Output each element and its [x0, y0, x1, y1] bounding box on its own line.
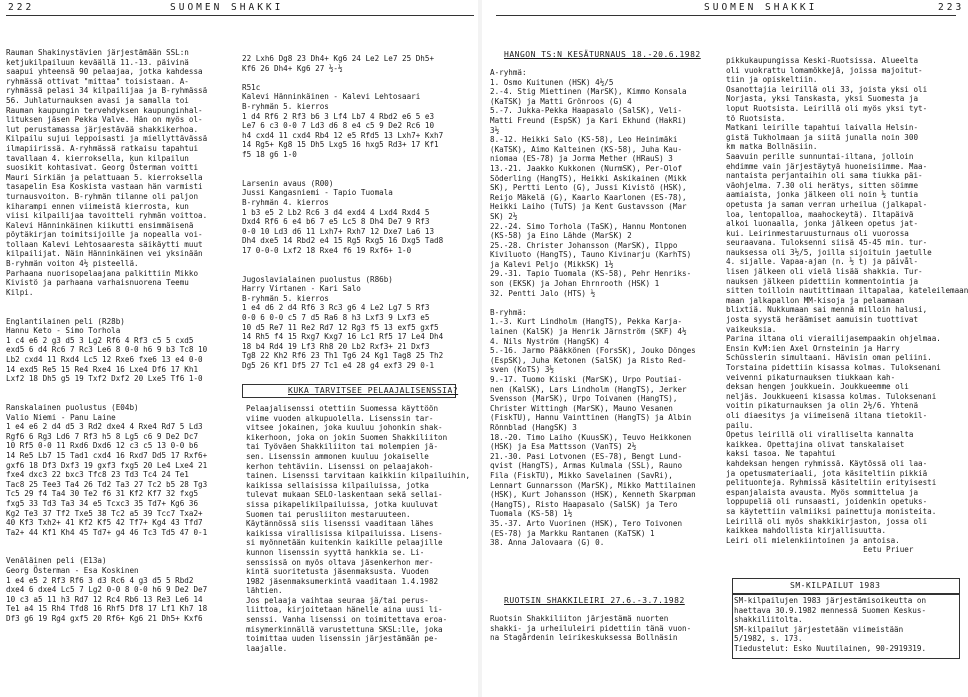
text-line: 0-0 10 Ld3 d6 11 Lxh7+ Rxh7 12 Dxe7 La6 13	[242, 226, 435, 236]
text-line: loput Ruotsista. Leirillä oli myös yksi tyt-	[726, 103, 928, 113]
text-line: 22 Lxh6 Dg8 23 Dh4+ Kg6 24 Le2 Le7 25 Dh5+	[242, 54, 435, 63]
result-line: 1.-3. Kurt Lindholm (HangTS), Pekka Karja-	[490, 317, 683, 327]
result-line: (EspSK), Juha Ketonen (SalSK) ja Risto Red-	[490, 355, 687, 365]
result-line: 1. Osmo Kuitunen (HSK) 4½/5	[490, 77, 614, 87]
text-line: laajalle.	[246, 643, 288, 653]
text-line: tollaan Kalevi Lehtosaaresta säikäytti muut	[6, 239, 203, 249]
result-line: (HSK), Kurt Johansson (HSK), Kenneth Skarpman	[490, 490, 696, 500]
result-line: 22.-24. Simo Torhola (TaSK), Hannu Montonen	[490, 221, 687, 231]
text-line: seuraavana. Tuloksenni siisä 45-45 min. tur-	[726, 238, 928, 248]
text-line: 4. sijalle. Vapaa-ajan (n. ½ t) ja päivål-	[726, 257, 919, 267]
text-line: kikerhoon, joka on jokin Suomen Shakkiliiton	[246, 432, 448, 442]
text-line: tulevat mukaan SELO-laskentaan sekä sellai-	[246, 490, 443, 500]
text-line: Mauri Sirkiän ja pelattuaan 5. kierroksella	[6, 172, 203, 182]
text-line: alkoi luonaalla, jonka jälkeen opetus jat-	[726, 219, 919, 229]
ruotsin-title: RUOTSIN SHAKKILEIRI 27.6.-3.7.1982	[504, 596, 685, 605]
text-line: kui. Leirinmestaruusturnaus oli vuorossa	[726, 228, 909, 238]
text-line: lituksen jäsen Pekka Valve. Hän on myös ol-	[6, 115, 203, 125]
text-line: maan jalkapallon MM-kisoja ja pelaamaan	[726, 295, 905, 305]
text-line: kiharampi ennen viimeistä kierrosta, kun	[6, 201, 189, 211]
text-line: saapui yhteensä 90 pelaajaa, jotka kahdessa	[6, 67, 203, 77]
text-line: oli vuokrattu lomamökkejä, joissa majoitut-	[726, 65, 923, 75]
result-line: (ES-78) ja Markku Rantanen (KaTSK) 1	[490, 528, 655, 538]
result-line: nen (KalSK), Lars Lindholm (HangTS), Jerker	[490, 384, 687, 394]
text-line: sen. Lisenssin ammonen kuuluu jokaiselle	[246, 451, 429, 461]
text-line	[242, 265, 478, 275]
kuka-title: KUKA TARVITSEE PELAAJALISENSSIA?	[288, 386, 459, 395]
text-line: loppupeliä oli runsaasti, joidenkin opetuks-	[726, 497, 928, 507]
text-line: Tc5 29 f4 Ta4 30 Te2 f6 31 Kf2 Kf7 32 fxg5	[6, 489, 199, 499]
text-line: ryhmässä pelasi 34 kilpailijaa ja B-ryhmässä	[6, 86, 208, 96]
text-line: Le7 6 c3 0-0 7 Ld3 d6 8 e4 c5 9 De2 Rc6 10	[242, 121, 435, 131]
text-line: Georg Österman - Esa Koskinen	[6, 566, 139, 576]
text-line	[242, 160, 478, 170]
text-line: 10 Rf5 0-0 11 Rxd6 Dxd6 12 c3 c5 13 0-0 b6	[6, 441, 199, 451]
text-line	[6, 307, 234, 317]
text-line: josta syystä heräämiset aamuisin tuottivat	[726, 315, 919, 325]
left-column-article	[6, 48, 234, 688]
text-line: väohjelma. 7.30 oli herätys, sitten söimme	[726, 180, 919, 190]
text-line: Lb2 cxd4 11 Rxd4 Lc5 12 Rxe6 fxe6 13 e4 0-0	[6, 355, 203, 364]
text-line: Parina iltana oli vierailijasempaakin ohjelmaa.	[726, 334, 941, 344]
text-line: SM-kilpailut järjestetään viimeistään	[734, 624, 904, 634]
result-line: 8.-12. Heikki Salo (KS-58), Leo Heinimäki	[490, 135, 678, 145]
page-number-right: 223	[938, 2, 965, 13]
text-line: 56. Juhlaturnauksen avasi ja samalla toi	[6, 95, 189, 105]
text-line: turnausvoiton. B-ryhmän tilanne oli paljon	[6, 191, 199, 201]
text-line: Valio Niemi - Panu Laine	[6, 412, 116, 422]
text-line	[6, 384, 234, 394]
result-line: son (EKSK) ja Johan Ehrnrooth (HSK) 1	[490, 279, 660, 289]
text-line: R51c	[242, 82, 261, 92]
text-line: 1982 jäsenmaksumerkintä vaaditaan 1.4.1982	[246, 576, 439, 586]
text-line: kaikkea mahdollista kirjallisuutta.	[726, 526, 887, 536]
leiri-report	[726, 56, 968, 566]
result-line: Lennart Gunnarsson (MarSK), Mikko Mattilainen	[490, 480, 696, 490]
ruotsin-intro	[490, 614, 722, 648]
text-line: Leiri oli mielenkiintoinen ja antoisa.	[726, 535, 900, 545]
text-line: si myönnetään kuitenkin kaikille pelaajille	[246, 538, 443, 548]
text-line: nauksen jälkeen pidettiin kommentointia ja	[726, 276, 919, 286]
text-line: senssissä on myös oltava jäsenkerhon mer-	[246, 557, 434, 567]
result-line: Kiviluoto (HangTS), Tauno Kivinarju (KarhTS)	[490, 250, 692, 260]
result-line: 18.-20. Timo Laiho (KuusSK), Teuvo Heikkonen	[490, 432, 692, 442]
text-line: Saavuin perille sunnuntai-iltana, jolloin	[726, 151, 914, 161]
text-line: Matkani leirille tapahtui laivalla Helsin-	[726, 123, 919, 133]
right-page	[482, 0, 968, 697]
text-line: kunnon lisenssin syyttä hankkia se. Li-	[246, 547, 425, 557]
text-line: Kilpi.	[6, 287, 34, 297]
text-line: nantaista perjantaihin oli sama tiukka päi-	[726, 171, 923, 181]
result-line: sven (KoTS) 3½	[490, 365, 555, 375]
text-line: f5 18 g6 1-0	[242, 149, 297, 159]
result-line: SK), Pertti Lento (G), Jussi Kivistö (HSK),	[490, 183, 687, 193]
text-line: sa käytettiin valmiiksi painettuja monisteita.	[726, 506, 937, 516]
result-line: Tuomala (KS-58) 1½	[490, 509, 573, 519]
text-line: nauksessa oli 3½/5, joilla sijoituin jaetulle	[726, 247, 932, 257]
text-line: Norjasta, yksi Tanskasta, yksi Suomesta ja	[726, 94, 919, 104]
text-line: B-ryhmän 4. kierros	[242, 197, 329, 207]
text-line: Kivistö ja parhaana varhaisnuorena Teemu	[6, 278, 189, 288]
text-line: kerhon tehtäviin. Lisenssi on pelaajakoh-	[246, 461, 434, 471]
result-line: 25.-28. Christer Johansson (MarSK), Ilppo	[490, 240, 678, 250]
text-line: kaikkea. Opettajina olivat tanskalaiset	[726, 439, 905, 449]
text-line: tavallaan 4. kierroksella, kun kilpailun	[6, 153, 189, 163]
text-line: 1 c4 e6 2 g3 d5 3 Lg2 Rf6 4 Rf3 c5 5 cxd5	[6, 335, 194, 345]
text-line: 10 d5 Re7 11 Re2 Rd7 12 Rg3 f5 13 exf5 gxf5	[242, 322, 439, 332]
result-line	[490, 298, 722, 308]
text-line: Rgf6 6 Rg3 Ld6 7 Rf3 h5 8 Lg5 c6 9 De2 Dc7	[6, 431, 199, 441]
text-line: Harry Virtanen - Kari Salo	[242, 284, 361, 294]
result-line: (KaTSK) ja Matti Grönroos (G) 4	[490, 96, 632, 106]
text-line: blixtiä. Nukkumaan sai mennä milloin halusi,	[726, 305, 928, 315]
text-line: Venäläinen peli (E13a)	[6, 556, 107, 566]
text-line: 14 Rh5 f4 15 Rxg7 Kxg7 16 Lc1 Rf5 17 Le4 Dh4	[242, 332, 444, 342]
text-line: lut perustamassa järjestävää shakkikerhoa.	[6, 124, 199, 134]
text-line: Suomen tai perusliiton mestaruuteen.	[246, 509, 411, 519]
result-line: 13.-21. Jaakko Kukkonen (NurmSK), Per-Olof	[490, 163, 683, 173]
text-line: liittoa, kirjoitetaan hänelle aina uusi li-	[246, 605, 443, 615]
text-line	[6, 393, 234, 403]
text-line: 14 Re5 Lb7 15 Tad1 cxd4 16 Rxd7 Dd5 17 Rxf6+	[6, 450, 208, 460]
text-line: Hannu Keto - Simo Torhola	[6, 326, 121, 336]
result-line: (KS-58) ja Eino Lähde (MarSK) 2	[490, 231, 632, 241]
text-line: Tiedustelut: Esko Nuutilainen, 90-2919319.	[734, 643, 927, 653]
text-line: Rauman kaupungin tervehdyksen kaupunginhal-	[6, 105, 203, 115]
text-line: vitsee jokainen, joka kuuluu johonkin shak-	[246, 423, 443, 433]
text-line	[6, 297, 234, 307]
text-line: opetusta ja saman verran urheilua (jalkapal-	[726, 199, 928, 209]
text-line: sitten toilloin nautittimaan iltapalaa, kateleilemaan	[726, 286, 968, 296]
running-head-left: SUOMEN SHAKKI	[170, 2, 284, 13]
left-page	[0, 0, 478, 697]
text-line: Kg2 Te3 37 Tf2 Txe5 38 Tc2 a5 39 Tcc7 Txa2+	[6, 508, 203, 518]
text-line: Larsenin avaus (R00)	[242, 178, 334, 188]
text-line: viime vuoden alkupuolella. Lisenssin tar-	[246, 413, 434, 423]
result-line: lainen (KalSK) ja Henrik Järnström (SKF) 4½	[490, 327, 687, 337]
text-line: fxg5 33 Td3 Ta3 34 e5 Tcxc3 35 Td7+ Kg6 36	[6, 498, 199, 508]
text-line: 1 e4 e6 2 d4 d5 3 Rd2 dxe4 4 Rxe4 Rd7 5 Ld3	[6, 422, 203, 432]
text-line	[242, 255, 478, 265]
text-line: fxe4 dxc3 22 bxc3 Tfc8 23 Td3 Tc4 24 Te1	[6, 470, 189, 480]
text-line: ryhmässä ottivat "mittaa" toisistaan. A-	[6, 76, 189, 86]
text-line: oli diaesitys ja viimeisenä iltana tietokil-	[726, 410, 928, 420]
kuka-article	[246, 404, 478, 653]
text-line: Rauman Shakinystävien järjestämään SSL:n	[6, 48, 189, 57]
text-line: Jos pelaaja vaihtaa seuraa jä/tai perus-	[246, 595, 429, 605]
result-line: (FiskTU), Hannu Vainttinen (HangTS) ja Albin	[490, 413, 692, 423]
text-line: pikkukaupungissa Keski-Ruotsissa. Alueelta	[726, 56, 919, 65]
result-line: 38. Anna Jalovaara (G) 0.	[490, 538, 605, 548]
text-line: SM-kilpailujen 1983 järjestämisoikeutta on	[734, 596, 927, 605]
running-head-right: SUOMEN SHAKKI	[704, 2, 818, 13]
text-line: Opetus leirillä oli viralliselta kannalta	[726, 430, 914, 440]
text-line: Tg8 22 Kh2 Rf6 23 Th1 Tg6 24 Kg1 Tag8 25 Th2	[242, 351, 444, 361]
text-line	[242, 73, 478, 83]
text-line: 40 Kf3 Txh2+ 41 Kf2 Kf5 42 Tf7+ Kg4 43 Tfd7	[6, 518, 203, 528]
page-number-left: 222	[8, 2, 35, 13]
text-line: Ruotsin Shakkiliiton järjestämä nuorten	[490, 614, 669, 623]
text-line: 5/1982, s. 173.	[734, 634, 803, 644]
header-rule-left	[6, 15, 474, 16]
text-line: kaikissa virallisissa kilpailuissa. Lisens-	[246, 528, 443, 538]
text-line: Englantilainen peli (R28b)	[6, 316, 125, 326]
text-line: 10 c3 a5 11 h3 Rd7 12 Rc4 Rb6 13 Re3 Le6 14	[6, 594, 203, 604]
text-line: Dg5 26 Kf1 Df5 27 Tc1 e4 28 g4 exf3 29 0-1	[242, 361, 435, 370]
text-line: na Stagårdenin leirikeskuksessa Bollnäsin	[490, 633, 678, 643]
text-line: B-ryhmän 5. kierros	[242, 293, 329, 303]
result-line: 29.-31. Tapio Tuomala (KS-58), Pehr Henriks-	[490, 269, 692, 279]
text-line: Jugoslavialainen puolustus (R86b)	[242, 274, 393, 284]
text-line: Torstaina pidettiin kisassa kolmas. Tuloksenani	[726, 363, 941, 372]
text-line	[6, 547, 234, 557]
text-line: gistä Tukholmaan ja siitä junalla noin 300	[726, 132, 919, 142]
text-line: aamiaista, jonka jälkeen oli noin ½ tuntia	[726, 190, 919, 200]
text-line: ilmapiirissä. A-ryhmässä ratkaisu tapahtui	[6, 143, 199, 153]
result-line: 21.-30. Pasi Lotvonen (ES-78), Bengt Lund-	[490, 451, 683, 461]
text-line: ja opetusmateriaali, jota käsiteltiin pikkiä	[726, 468, 928, 478]
text-line: viisi kilpailijaa tavoitteli ryhmän voittoa.	[6, 211, 208, 221]
text-line: Dxd4 Rf6 6 e4 b6 7 e5 Lc5 8 Dh4 De7 9 Rf3	[242, 217, 430, 227]
text-line: Ta2+ 44 Kf1 Kh4 45 Td7+ g4 46 Tc3 Td5 47 0-1	[6, 527, 208, 537]
text-line: Osanottajia leirillä oli 33, joista yksi oli	[726, 84, 928, 94]
result-line: qvist (HangTS), Armas Kulmala (SSL), Rauno	[490, 461, 683, 471]
right-column-games	[242, 54, 478, 384]
text-line: veivenni pikaturnauksen tiukkaan kah-	[726, 372, 896, 382]
text-line: Kf6 26 Dh4+ Kg6 27 ½-½	[242, 63, 343, 73]
text-line: Ensin KvM:ien Axel Ornsteinin ja Harry	[726, 343, 900, 353]
result-line: 35.-37. Arto Vuorinen (HSK), Tero Toivonen	[490, 518, 683, 528]
result-line: (KaTSK), Aimo Kalteinen (KS-58), Juha Kau-	[490, 144, 683, 154]
text-line: 14 exd5 Re5 15 Re4 Rxe4 16 Lxe4 Df6 17 Kh1	[6, 364, 199, 374]
text-line: toimittaa uuden lisenssin järjestämään pe-	[246, 634, 439, 644]
text-line: Pelaajalisenssi otettiin Suomessa käyttöön	[246, 404, 439, 413]
text-line: pelituonteja. Ryhmissä käsiteltiin erityisesti	[726, 478, 937, 488]
text-line: deksan hengen joukkuein. Joukkueemme oli	[726, 382, 909, 392]
result-line: 4. Nils Nyström (HangSK) 4	[490, 336, 609, 346]
text-line: espanjalaista avausta. Myös sommittelua ja	[726, 487, 919, 497]
result-line: 9.-17. Tuomo Kiiski (MarSK), Urpo Poutiai-	[490, 375, 683, 384]
result-line: Svensson (MarSK), Urpo Toivanen (HangTS),	[490, 394, 678, 404]
result-line: A-ryhmä:	[490, 68, 527, 77]
result-line: (HangTS), Risto Haapasalo (SalSK) ja Tero	[490, 499, 678, 509]
text-line: exd5 6 d4 Rc6 7 Rc3 Le6 8 0-0 h6 9 b3 Tc8 10	[6, 345, 208, 355]
text-line: kilpailijat. Näin Hänninkäinen vei yksinään	[6, 249, 203, 259]
result-line: Matti Freund (EspSK) ja Kari Ekhund (HakRi)	[490, 115, 687, 125]
result-line: 2.-4. Stig Miettinen (MarSK), Kimmo Konsala	[490, 87, 687, 97]
text-line: 18 b4 Rd4 19 Lf3 Rh8 20 Lb2 Rxf3+ 21 Dxf3	[242, 341, 430, 351]
text-line: loa, lentopalloa, maahockeytä). Iltapäivä	[726, 209, 914, 219]
text-line: tai Työväen Shakkiliiton tai molempien jä-	[246, 442, 439, 452]
text-line: 0-0 6 0-0 c5 7 d5 Ra6 8 h3 Lxf3 9 Lxf3 e5	[242, 313, 430, 323]
text-line: senssi. Vanha lisenssi on toimitettava eroa-	[246, 615, 448, 625]
text-line: tainen. Lisenssi tarvitaan kaikkiin kilpailuihin,	[246, 471, 471, 481]
text-line: suosikit kohtasivat. Georg Österman voitti	[6, 163, 199, 173]
text-line: lähtien.	[246, 586, 283, 596]
text-line: h4 cxd4 11 cxd4 Rb4 12 e5 Rfd5 13 Lxh7+ Kxh7	[242, 130, 444, 140]
result-line: 3½	[490, 125, 500, 135]
text-line: kaikissa sellaisissa kilpailuissa, jotka	[246, 480, 429, 490]
result-line: (HSK) ja Esa Mattsson (VanTS) 2½	[490, 442, 637, 452]
text-line: shakki- ja urheiluleiri pidettiin tänä vuon-	[490, 623, 692, 633]
text-line: kintä suoritetusta jäsenmaksusta. Vuoden	[246, 567, 429, 577]
result-line: niomaa (ES-78) ja Jorma Mether (HRauS) 3	[490, 154, 673, 164]
text-line: Parhaana nuorisopelaajana palkittiin Mikko	[6, 268, 199, 278]
text-line: 1 e4 e5 2 Rf3 Rf6 3 d3 Rc6 4 g3 d5 5 Rbd2	[6, 575, 194, 585]
text-line: tiin ja opiskeltiin.	[726, 75, 818, 85]
text-line: 17 0-0-0 Lxf2 18 Rxe4 f6 19 Rxf6+ 1-0	[242, 245, 412, 255]
result-line: Reijo Mäkelä (G), Kaarlo Kaarlonen (ES-78),	[490, 192, 687, 202]
text-line: tö Ruotsista.	[726, 113, 786, 123]
text-line: Lxf2 18 Dh5 g5 19 Txf2 Dxf2 20 Lxe5 Tf6 1-0	[6, 374, 203, 384]
result-line: 5.-7. Jukka-Pekka Haapasalo (SalSK), Veli-	[490, 106, 683, 116]
text-line: lisen jälkeen oli vielä lisää shakkia. Tur-	[726, 267, 923, 277]
text-line: sissa pikapelikilpailuissa, jotka kuuluvat	[246, 499, 439, 509]
result-line: B-ryhmä:	[490, 307, 527, 317]
text-line: ehdimme vain järjestäytyä huoneisiimme. Maa-	[726, 161, 928, 171]
text-line: Kalevi Hänninkäinen - Kalevi Lehtosaari	[242, 92, 421, 102]
text-line: 1 b3 e5 2 Lb2 Rc6 3 d4 exd4 4 Lxd4 Rxd4 5	[242, 207, 430, 217]
result-line: Fila (FiskTU), Mikko Savelainen (SavRi),	[490, 470, 673, 480]
text-line: ketjukilpailuun keväällä 11.-13. päivinä	[6, 57, 189, 67]
result-line: Heikki Laiho (TuTS) ja Kent Gustavsson (Mar	[490, 202, 687, 212]
text-line: Kalevi Hänninkäinen kiikutti ensimmäisenä	[6, 220, 194, 230]
result-line: 32. Pentti Jalo (HTS) ½	[490, 288, 596, 298]
text-line: gxf6 18 Df3 Dxf3 19 gxf3 fxg5 20 Le4 Lxe4 21	[6, 460, 208, 470]
text-line	[242, 169, 478, 179]
text-line: Tac8 25 Tee3 Ta4 26 Td2 Ta3 27 Tc2 b5 28 Tg3	[6, 479, 208, 489]
result-line: Rönnblad (HangSK) 3	[490, 422, 577, 432]
text-line: misymerkinnällä varustettuna SKSL:lle, joka	[246, 624, 443, 634]
text-line: dxe4 6 dxe4 Lc5 7 Lg2 0-0 8 0-0 h6 9 De2 De7	[6, 585, 208, 595]
text-line: neljäs. Joukkueeni kisassa kolmas. Tuloksenani	[726, 391, 937, 401]
text-line: Dh4 dxe5 14 Rbd2 e4 15 Rg5 Rxg5 16 Dxg5 Tad8	[242, 236, 444, 246]
result-line: Söderling (HangTS), Heikki Askikainen (Mikk	[490, 173, 687, 183]
text-line: kahdeksan hengen ryhmissä. Käytössä oli laa-	[726, 458, 928, 468]
text-line: Ranskalainen puolustus (E04b)	[6, 402, 139, 412]
text-line: Kilpailu sujui leppoisasti ja miellyttävässä	[6, 134, 208, 144]
result-line: 5.-16. Jarmo Pääkkönen (ForsSK), Jouko Dönges	[490, 346, 696, 356]
text-line: B-ryhmän voiton 4½ pisteellä.	[6, 259, 139, 269]
text-line: tasapelin Esa Koskista vastaan hän varmisti	[6, 182, 203, 192]
text-line: Eetu Priuer	[726, 545, 914, 555]
text-line: Jussi Kangasniemi - Tapio Tuomala	[242, 188, 393, 198]
text-line: Leirillä oli myös shakkikirjaston, jossa oli	[726, 516, 928, 526]
text-line: haettava 30.9.1982 mennessä Suomen Keskus-	[734, 605, 927, 615]
hangon-title: HANGON TS:N KESÄTURNAUS 18.-20.6.1982	[504, 50, 701, 59]
header-rule-right	[496, 15, 956, 16]
result-line: ja Kalevi Peljo (MikkSK) 1½	[490, 259, 614, 269]
result-line: Christer Wittingh (MarSK), Mauno Vesanen	[490, 403, 673, 413]
text-line: Te1 a4 15 Rh4 Tfd8 16 Rhf5 Df8 17 Lf1 Kh7 18	[6, 604, 208, 614]
text-line: 14 Rg5+ Kg8 15 Dh5 Lxg5 16 hxg5 Rd3+ 17 Kf1	[242, 140, 439, 150]
text-line: vaikeuksia.	[726, 324, 777, 334]
text-line: Käytännössä siis lisenssi vaaditaan lähes	[246, 519, 434, 529]
text-line: Df3 g6 19 Rg4 gxf5 20 Rf6+ Kg6 21 Dh5+ Kxf6	[6, 614, 203, 624]
result-line: SK) 2½	[490, 211, 518, 221]
text-line: 1 d4 Rf6 2 Rf3 b6 3 Lf4 Lb7 4 Rbd2 e6 5 e3	[242, 111, 435, 121]
text-line: shakkiliitolta.	[734, 615, 803, 625]
text-line: km matka Bollnäsiin.	[726, 142, 818, 152]
hangon-results	[490, 68, 722, 588]
sm-announcement	[734, 596, 956, 654]
text-line: 1 e4 d6 2 d4 Rf6 3 Rc3 g6 4 Le2 Lg7 5 Rf3	[242, 303, 430, 313]
text-line: Schüsslerin simultaani. Hävisin oman peliini.	[726, 353, 932, 363]
text-line: B-ryhmän 5. kierros	[242, 101, 329, 111]
text-line: kaksi tasoa. Ne tapahtui	[726, 449, 836, 459]
sm-title: SM-KILPAILUT 1983	[790, 581, 881, 590]
text-line: voitin pikaturnauksen ja olin 2½/6. Yhtenä	[726, 401, 919, 411]
text-line: pöytäkirjan toimitsijoille ja nopealla voi-	[6, 230, 203, 240]
text-line: pailu.	[726, 420, 754, 430]
text-line	[6, 537, 234, 547]
